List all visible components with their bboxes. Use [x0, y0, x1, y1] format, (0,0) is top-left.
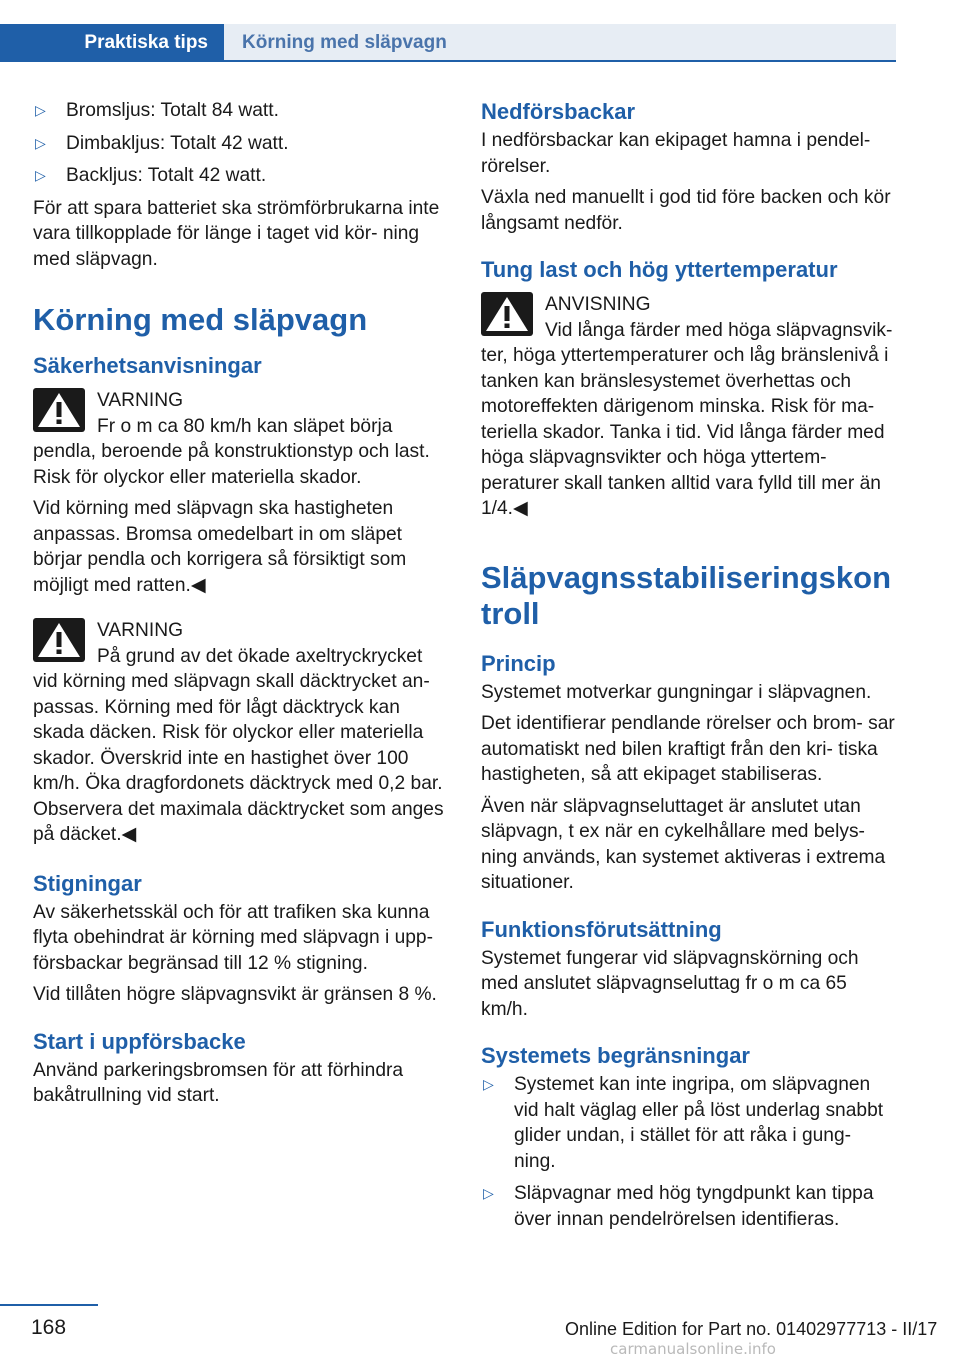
warning-triangle-icon — [33, 618, 85, 662]
warning-block — [33, 388, 449, 490]
start-paragraph: Använd parkeringsbromsen för att förhindra bakåtrullning vid start. — [33, 1059, 404, 1106]
watermark: carmanualsonline.info — [610, 1340, 776, 1358]
princip-paragraph: Även när släpvagnseluttaget är anslutet utan släpvagn, t ex när en cykelhållare med belys‐ ning används, kan systemet aktiveras i extrema situationer. — [481, 795, 886, 893]
notice-text: Vid långa färder med höga släpvagnsvik‐ ter, höga yttertemperaturer och låg bränslenivå i tanken kan bränslesystemet överhettas och motoreffekten därigenom minska. Risk för ma‐ teriella skador. Tanka i tid. Vid långa färder med höga släpvagnsvikter och höga yttertem‐ peraturer skall tanken alltid vara fylld till mer än 1/4.◀ — [481, 319, 893, 519]
section-tab: Praktiska tips — [0, 24, 224, 62]
header-rule — [0, 60, 896, 62]
triangle-bullet-icon: ▷ — [35, 167, 46, 183]
nedfors-heading: Nedförsbackar — [481, 99, 636, 124]
stigningar-paragraph: Vid tillåten högre släpvagnsvikt är gränsen 8 %. — [33, 984, 437, 1005]
warning-text: Fr o m ca 80 km/h kan släpet börja pendla, beroende på konstruktionstyp och last. Risk för olyckor eller materiella skador. — [33, 415, 430, 488]
princip-paragraph: Systemet motverkar gungningar i släpvagnen. — [481, 681, 872, 703]
triangle-bullet-icon: ▷ — [35, 102, 46, 118]
stigningar-paragraph: Av säkerhetsskäl och för att trafiken ska kunna flyta obehindrat är körning med släpvagn i upp‐ försbackar begränsad till 12 % stigning. — [33, 901, 433, 974]
safety-heading: Säkerhetsanvisningar — [33, 353, 262, 378]
page-number: 168 — [31, 1316, 67, 1339]
nedfors-paragraph: I nedförsbackar kan ekipaget hamna i pendel‐ rörelser. — [481, 130, 871, 177]
tung-last-heading: Tung last och hög yttertemperatur — [481, 257, 838, 282]
notice-block — [481, 292, 897, 522]
stigningar-heading: Stigningar — [33, 870, 142, 896]
list-item: ▷ Släpvagnar med hög tyngdpunkt kan tippa över innan pendelrörelsen identifieras. — [483, 1183, 874, 1230]
left-column — [33, 98, 449, 1115]
bulb-list — [33, 98, 449, 189]
notice-label: ANVISNING — [545, 294, 651, 315]
list-item: ▷ Backljus: Totalt 42 watt. — [33, 163, 449, 189]
triangle-bullet-icon: ▷ — [483, 1076, 494, 1092]
page-header — [0, 0, 960, 62]
warning-label: VARNING — [97, 390, 183, 411]
limitations-list — [481, 1072, 897, 1232]
nedfors-paragraph: Växla ned manuellt i god tid före backen och kör långsamt nedför. — [481, 187, 891, 234]
funktion-paragraph: Systemet fungerar vid släpvagnskörning och med anslutet släpvagnseluttag fr o m ca 65 km/h. — [481, 947, 859, 1020]
right-column — [481, 98, 897, 1239]
warning-label: VARNING — [97, 620, 183, 641]
page-title: Körning med släpvagn — [33, 302, 368, 337]
list-item: ▷ Dimbakljus: Totalt 42 watt. — [33, 131, 449, 157]
footer-rule — [0, 1304, 98, 1306]
triangle-bullet-icon: ▷ — [35, 134, 46, 151]
begransningar-heading: Systemets begränsningar — [481, 1043, 750, 1068]
list-item: ▷ Bromsljus: Totalt 84 watt. — [33, 98, 449, 124]
warning-block — [33, 618, 449, 848]
princip-paragraph: Det identifierar pendlande rörelser och brom‐ sar automatiskt ned bilen kraftigt från den kri‐ tiska hastigheten, så att ekipaget stabiliseras. — [481, 713, 895, 785]
warning-action: Vid körning med släpvagn ska hastigheten anpassas. Bromsa omedelbart in om släpet börjar pendla och korrigera så försiktigt som möjligt med ratten.◀ — [33, 498, 407, 596]
funktion-heading: Funktionsförutsättning — [481, 916, 722, 942]
warning-triangle-icon — [33, 388, 85, 432]
list-item: ▷ Systemet kan inte ingripa, om släpvagnen vid halt väglag eller på löst underlag snabbt glider undan, i stället för att råka i gung‐ ning. — [483, 1074, 884, 1172]
notice-triangle-icon — [481, 292, 533, 336]
start-heading: Start i uppförsbacke — [33, 1028, 246, 1054]
chapter-tab: Körning med släpvagn — [224, 24, 896, 62]
edition-note: Online Edition for Part no. 01402977713 - II/17 — [565, 1319, 938, 1339]
stability-title: Släpvagnsstabiliseringskontroll — [481, 559, 892, 631]
intro-paragraph: För att spara batteriet ska strömförbrukarna inte vara tillkopplade för länge i taget vid kör‐ ning med släpvagn. — [33, 197, 440, 270]
warning-text: På grund av det ökade axeltryckrycket vid körning med släpvagn skall däcktrycket an‐ passas. Körning med för lågt däcktryck kan skada däcken. Risk för olyckor eller materiella skador. Överskrid inte en hastighet över 100 km/h. Öka dragfordonets däcktryck med 0,2 bar. Observera det maximala däcktrycket som anges på däcket.◀ — [33, 645, 444, 845]
triangle-bullet-icon: ▷ — [483, 1185, 494, 1201]
princip-heading: Princip — [481, 650, 556, 676]
